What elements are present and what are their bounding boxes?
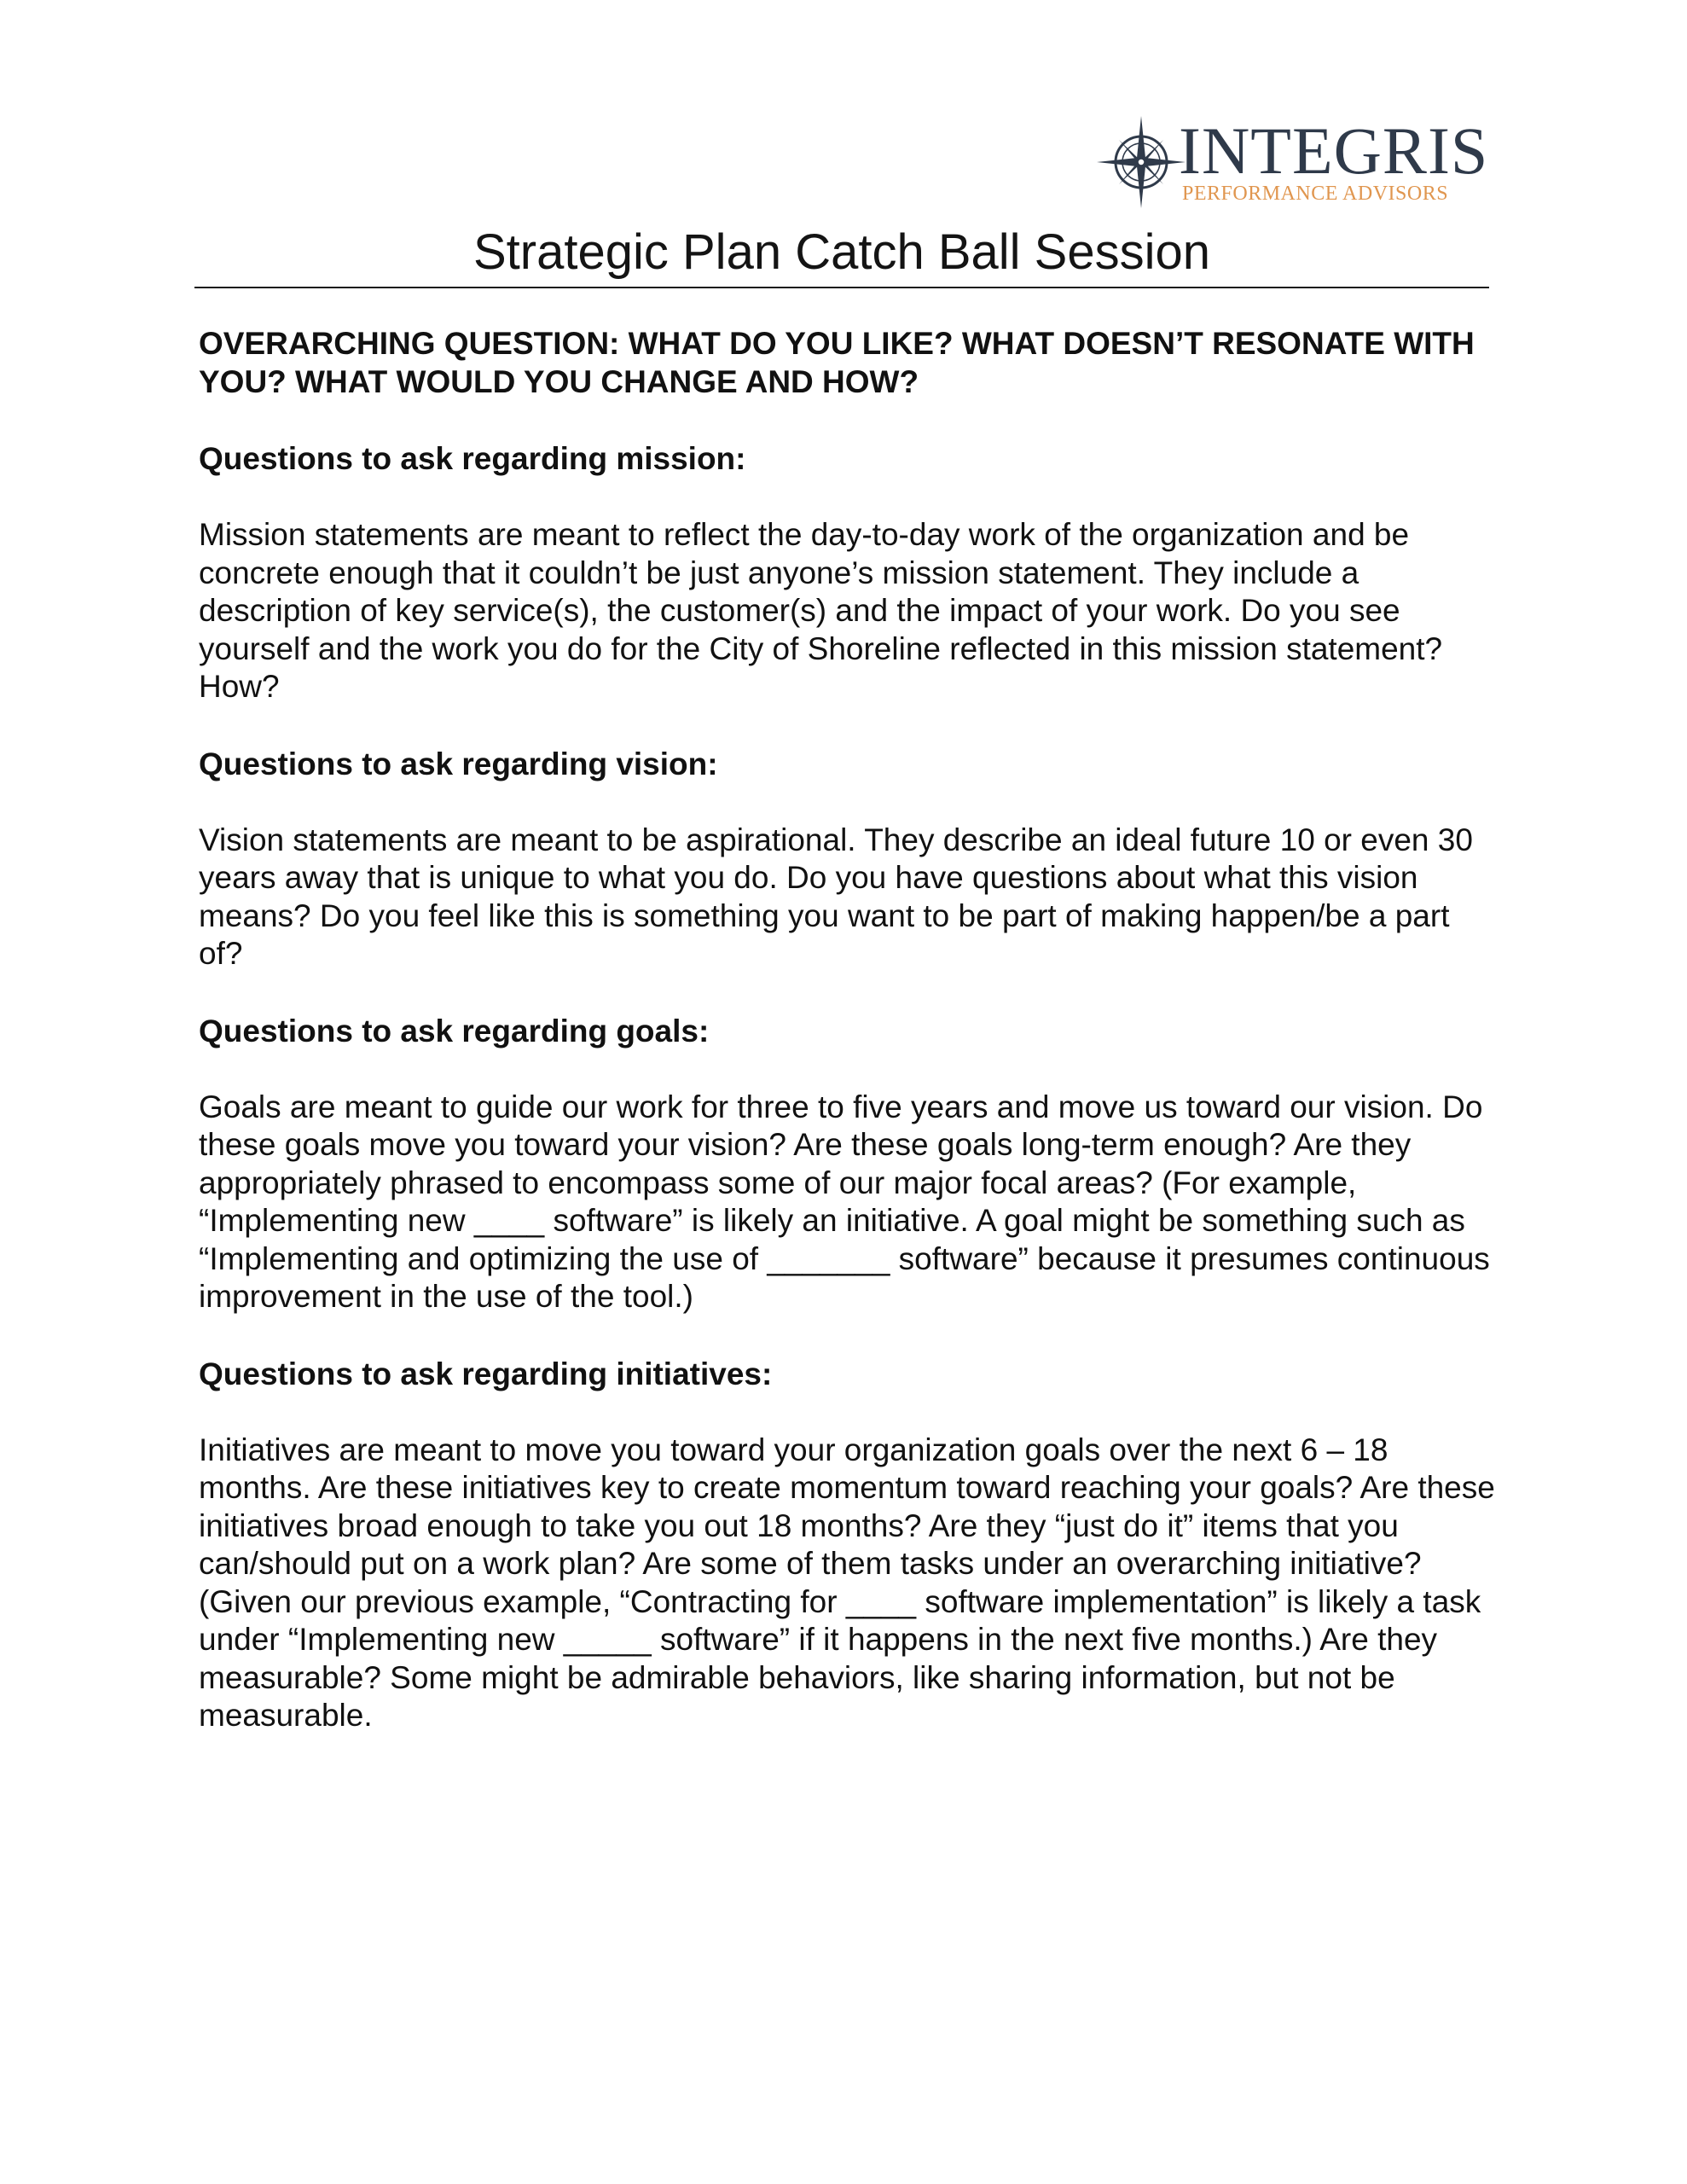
- overarching-question: OVERARCHING QUESTION: WHAT DO YOU LIKE? WHAT DOESN’T RESONATE WITH YOU? WHAT WOULD YOU CHANGE AND HOW?: [199, 326, 1475, 399]
- section-heading-goals: Questions to ask regarding goals:: [199, 1013, 710, 1048]
- section-body-goals: Goals are meant to guide our work for three to five years and move us toward our vision. Do these goals move you toward your vision? Are these goals long-term enough? Are they appropriately phrased to encompass some of our major focal areas? (For example, “Implementing new ____ software” is likely an initiative. A goal might be something such as “Implementing and optimizing the use of _______ software” because it presumes continuous improvement in the use of the tool.): [199, 1089, 1490, 1314]
- document-body: [199, 324, 1495, 1735]
- logo-tagline: PERFORMANCE ADVISORS: [1182, 183, 1449, 205]
- section-heading-vision: Questions to ask regarding vision:: [199, 746, 718, 781]
- title-underline: [194, 287, 1489, 288]
- section-heading-initiatives: Questions to ask regarding initiatives:: [199, 1356, 773, 1391]
- section-body-mission: Mission statements are meant to reflect the day-to-day work of the organization and be concrete enough that it couldn’t be just anyone’s mission statement. They include a description of key service(s), the customer(s) and the impact of your work. Do you see yourself and the work you do for the City of Shoreline reflected in this mission statement? How?: [199, 517, 1443, 704]
- logo-wordmark: INTEGRIS: [1179, 113, 1489, 188]
- section-body-vision: Vision statements are meant to be aspirational. They describe an ideal future 10 or even 30 years away that is unique to what you do. Do you have questions about what this vision means? Do you feel like this is something you want to be part of making happen/be a part of?: [199, 822, 1473, 971]
- section-body-initiatives: Initiatives are meant to move you toward your organization goals over the next 6 – 18 months. Are these initiatives key to create momentum toward reaching your goals? Are these initiatives broad enough to take you out 18 months? Are they “just do it” items that you can/should put on a work plan? Are some of them tasks under an overarching initiative? (Given our previous example, “Contracting for ____ software implementation” is likely a task under “Implementing new _____ software” if it happens in the next five months.) Are they measurable? Some might be admirable behaviors, like sharing information, but not be measurable.: [199, 1432, 1495, 1733]
- section-heading-mission: Questions to ask regarding mission:: [199, 441, 746, 476]
- company-logo: [1093, 113, 1489, 215]
- page-title: Strategic Plan Catch Ball Session: [473, 224, 1210, 280]
